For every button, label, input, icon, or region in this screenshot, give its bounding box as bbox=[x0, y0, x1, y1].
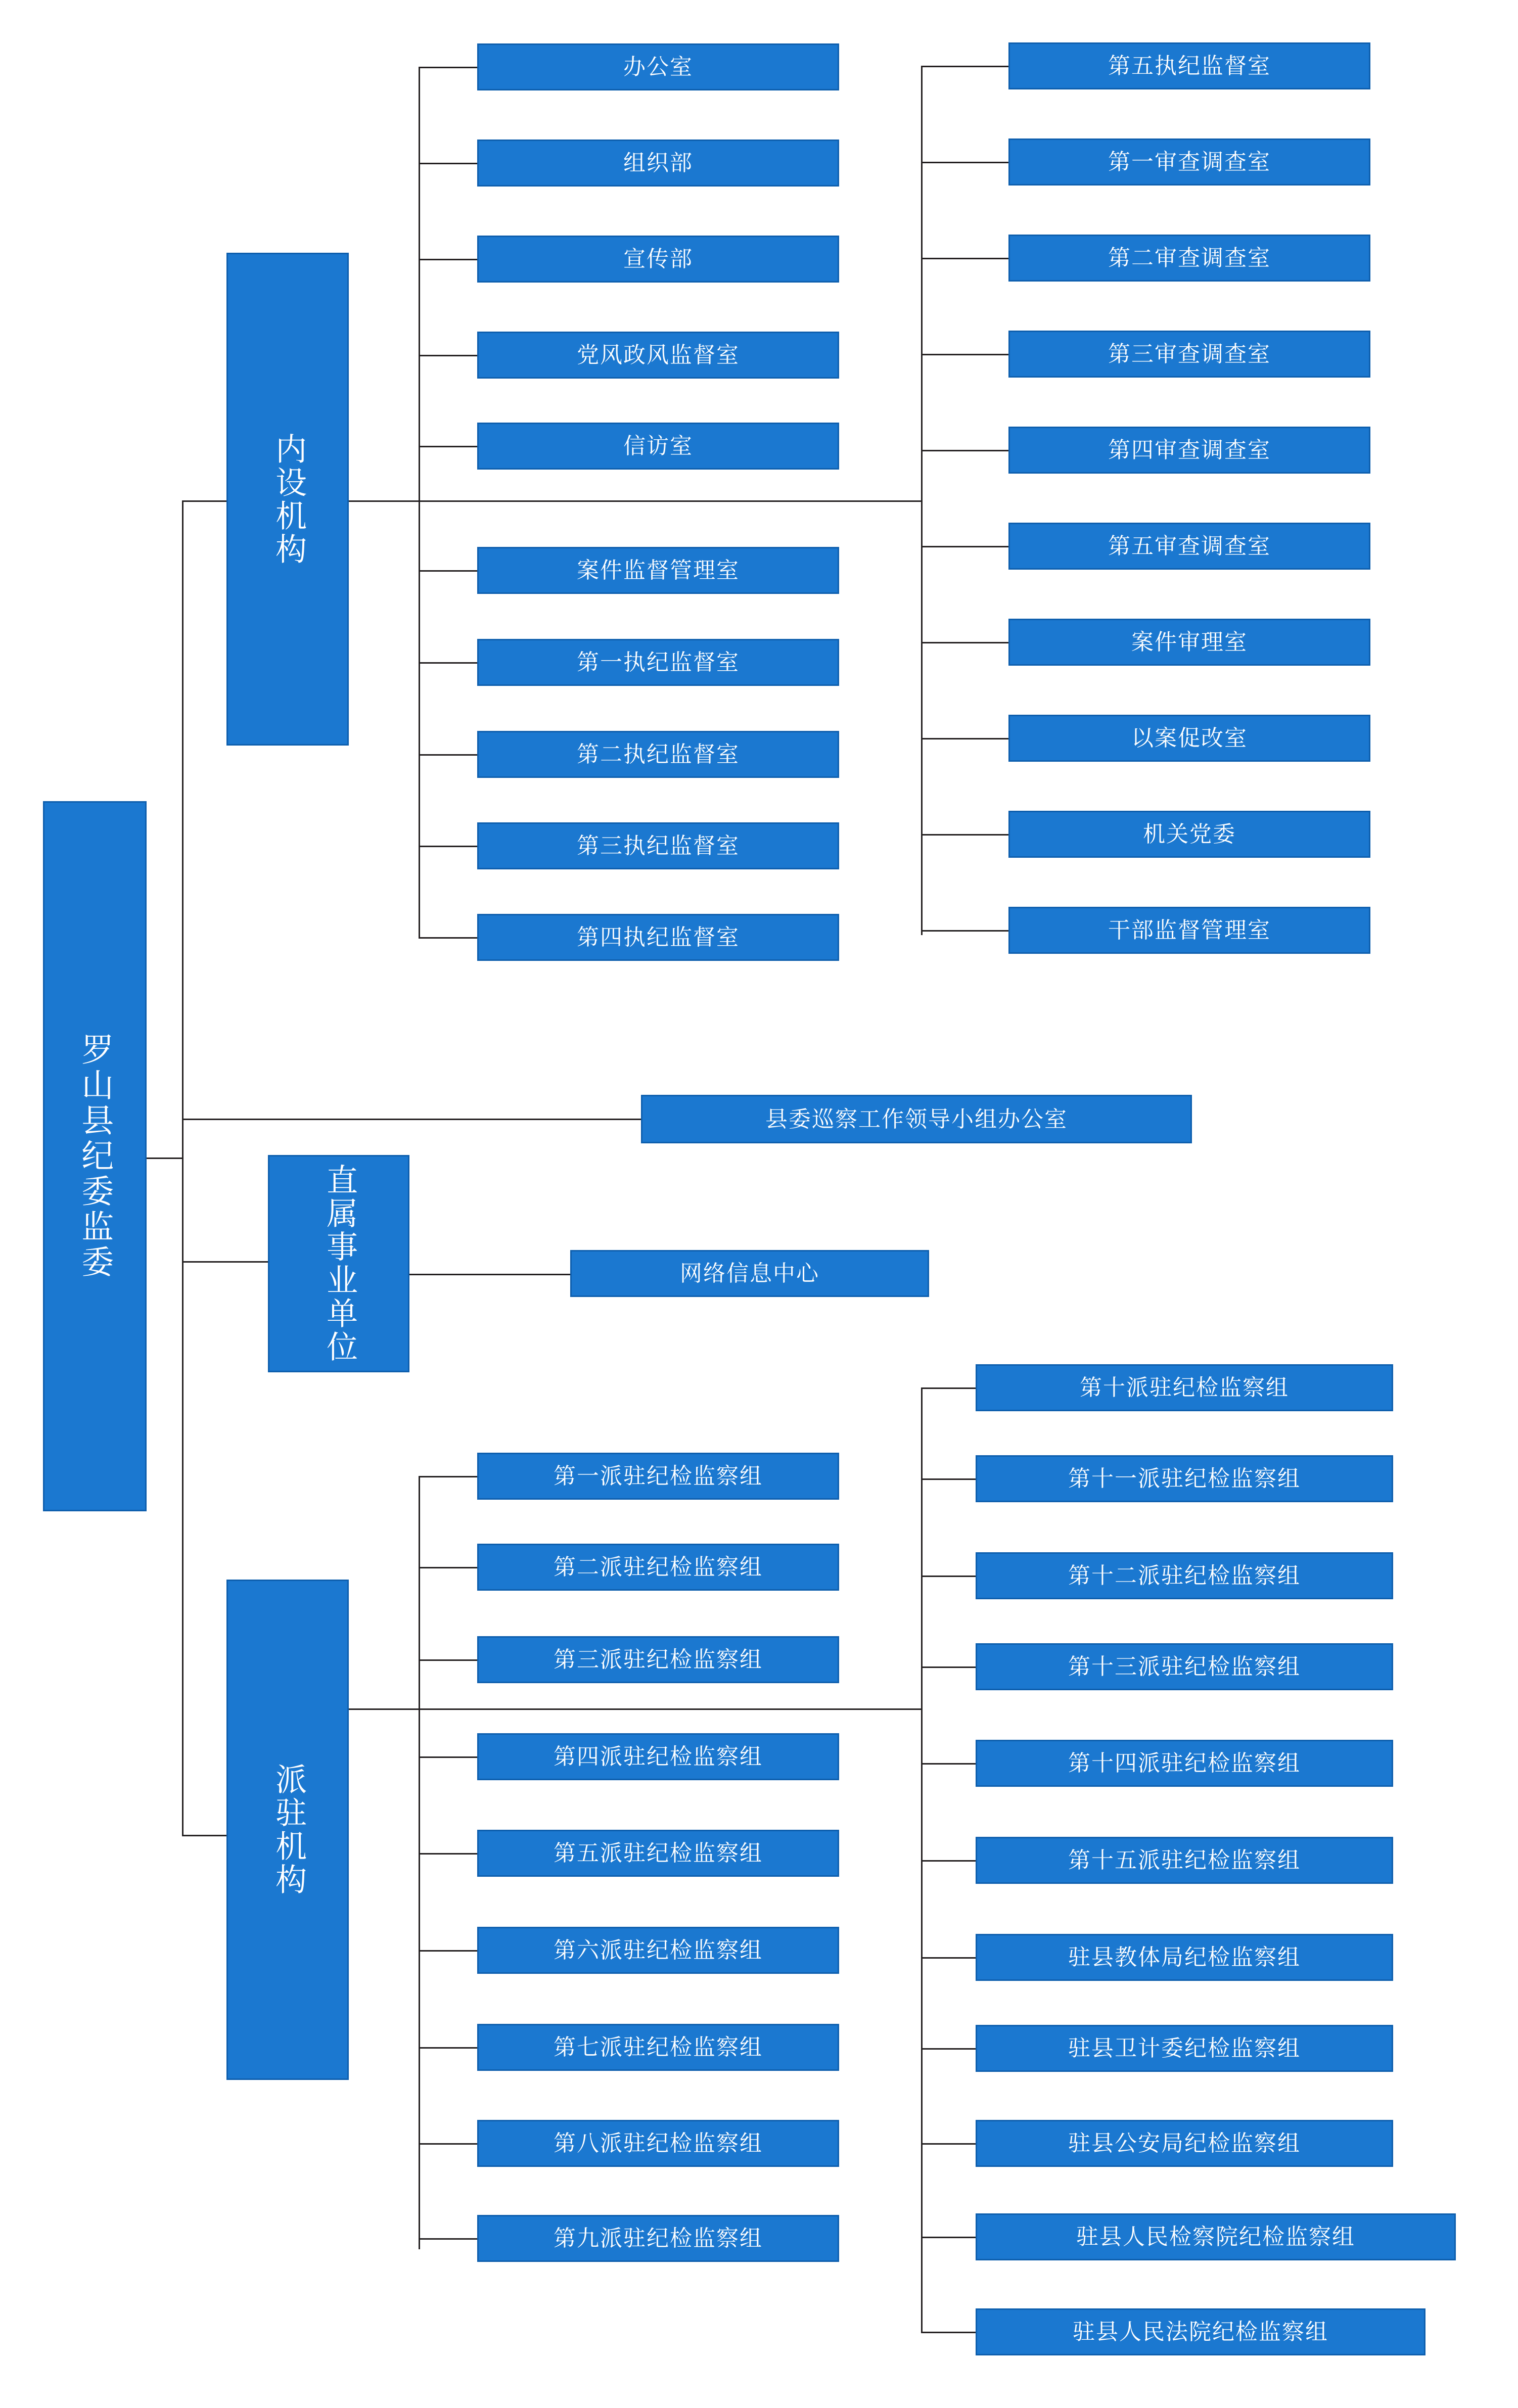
node-internal-right-4[interactable]: 第三审查调查室 bbox=[1008, 331, 1370, 378]
node-stationed-left-8[interactable]: 第八派驻纪检监察组 bbox=[477, 2120, 839, 2167]
node-internal-left-4[interactable]: 党风政风监督室 bbox=[477, 332, 839, 379]
node-internal-left-9[interactable]: 第三执纪监督室 bbox=[477, 822, 839, 869]
node-branch-stationed[interactable]: 派驻机构 bbox=[226, 1580, 349, 2080]
connector-stationed-left-stub bbox=[419, 1756, 478, 1758]
node-stationed-left-3[interactable]: 第三派驻纪检监察组 bbox=[477, 1636, 839, 1683]
node-stationed-left-5[interactable]: 第五派驻纪检监察组 bbox=[477, 1830, 839, 1877]
connector-stationed-left-stub bbox=[419, 1476, 478, 1477]
connector-root-direct bbox=[182, 1261, 268, 1263]
node-stationed-right-10[interactable]: 驻县人民检察院纪检监察组 bbox=[976, 2213, 1456, 2260]
connector-internal-left-stub bbox=[419, 355, 478, 356]
connector-internal-left-stub bbox=[419, 937, 478, 939]
node-stationed-left-2[interactable]: 第二派驻纪检监察组 bbox=[477, 1544, 839, 1591]
connector-internal-left-stub bbox=[419, 754, 478, 756]
node-internal-left-1[interactable]: 办公室 bbox=[477, 43, 839, 90]
connector-internal-left-stub bbox=[419, 163, 478, 164]
connector-root-standalone bbox=[182, 1119, 642, 1120]
node-internal-right-7[interactable]: 案件审理室 bbox=[1008, 619, 1370, 666]
connector-stationed-right-stub bbox=[921, 2143, 977, 2145]
connector-internal-left-spine bbox=[419, 67, 420, 937]
node-internal-right-6[interactable]: 第五审查调查室 bbox=[1008, 523, 1370, 570]
node-stationed-right-3[interactable]: 第十二派驻纪检监察组 bbox=[976, 1552, 1393, 1599]
connector-direct-to-unit bbox=[409, 1274, 571, 1275]
connector-stationed-right-stub bbox=[921, 1387, 977, 1389]
connector-stationed-left-stub bbox=[419, 2047, 478, 2049]
node-stationed-right-2[interactable]: 第十一派驻纪检监察组 bbox=[976, 1455, 1393, 1502]
node-stationed-right-6[interactable]: 第十五派驻纪检监察组 bbox=[976, 1837, 1393, 1884]
connector-stationed-right-stub bbox=[921, 1478, 977, 1480]
node-stationed-left-6[interactable]: 第六派驻纪检监察组 bbox=[477, 1927, 839, 1974]
node-internal-right-3[interactable]: 第二审查调查室 bbox=[1008, 235, 1370, 282]
node-internal-left-10[interactable]: 第四执纪监督室 bbox=[477, 914, 839, 961]
node-internal-left-2[interactable]: 组织部 bbox=[477, 140, 839, 187]
connector-internal-right-stub bbox=[921, 546, 1009, 547]
node-stationed-right-4[interactable]: 第十三派驻纪检监察组 bbox=[976, 1643, 1393, 1690]
connector-stationed-left-spine bbox=[419, 1476, 420, 2249]
connector-internal-right-stub bbox=[921, 162, 1009, 163]
node-stationed-right-5[interactable]: 第十四派驻纪检监察组 bbox=[976, 1740, 1393, 1787]
node-branch-internal[interactable]: 内设机构 bbox=[226, 253, 349, 746]
node-stationed-right-11[interactable]: 驻县人民法院纪检监察组 bbox=[976, 2308, 1425, 2355]
connector-internal-right-stub bbox=[921, 834, 1009, 836]
node-internal-right-5[interactable]: 第四审查调查室 bbox=[1008, 427, 1370, 474]
connector-root-internal bbox=[182, 500, 226, 502]
connector-root-spine bbox=[182, 500, 183, 1835]
node-stationed-right-1[interactable]: 第十派驻纪检监察组 bbox=[976, 1364, 1393, 1411]
node-stationed-right-8[interactable]: 驻县卫计委纪检监察组 bbox=[976, 2025, 1393, 2072]
connector-stationed-left-stub bbox=[419, 2143, 478, 2145]
node-internal-right-2[interactable]: 第一审查调查室 bbox=[1008, 138, 1370, 186]
connector-internal-left-stub bbox=[419, 259, 478, 260]
connector-stationed-right-stub bbox=[921, 2237, 977, 2238]
connector-stationed-right-stub bbox=[921, 2048, 977, 2050]
connector-internal-right-stub bbox=[921, 642, 1009, 643]
node-internal-left-3[interactable]: 宣传部 bbox=[477, 236, 839, 283]
connector-internal-left-stub bbox=[419, 570, 478, 572]
connector-internal-left-stub bbox=[419, 446, 478, 447]
node-stationed-left-4[interactable]: 第四派驻纪检监察组 bbox=[477, 1733, 839, 1780]
node-internal-left-6[interactable]: 案件监督管理室 bbox=[477, 547, 839, 594]
connector-stationed-to-rightspine bbox=[349, 1708, 923, 1710]
node-standalone-inspection-office[interactable]: 县委巡察工作领导小组办公室 bbox=[641, 1095, 1192, 1143]
node-internal-left-7[interactable]: 第一执纪监督室 bbox=[477, 639, 839, 686]
connector-internal-left-stub bbox=[419, 662, 478, 664]
node-stationed-right-7[interactable]: 驻县教体局纪检监察组 bbox=[976, 1934, 1393, 1981]
connector-stationed-left-stub bbox=[419, 2238, 478, 2240]
connector-internal-right-stub bbox=[921, 258, 1009, 259]
connector-stationed-right-stub bbox=[921, 1666, 977, 1668]
node-internal-left-8[interactable]: 第二执纪监督室 bbox=[477, 731, 839, 778]
connector-internal-right-stub bbox=[921, 450, 1009, 451]
node-stationed-left-9[interactable]: 第九派驻纪检监察组 bbox=[477, 2215, 839, 2262]
connector-stationed-right-stub bbox=[921, 1957, 977, 1959]
connector-stationed-left-stub bbox=[419, 1567, 478, 1568]
connector-internal-right-stub bbox=[921, 738, 1009, 739]
connector-stationed-left-stub bbox=[419, 1659, 478, 1661]
connector-stationed-right-stub bbox=[921, 2332, 977, 2333]
connector-internal-right-spine bbox=[921, 66, 923, 935]
connector-root-to-spine bbox=[147, 1157, 183, 1159]
node-stationed-right-9[interactable]: 驻县公安局纪检监察组 bbox=[976, 2120, 1393, 2167]
connector-internal-left-stub bbox=[419, 67, 478, 68]
connector-stationed-left-stub bbox=[419, 1853, 478, 1855]
connector-stationed-right-stub bbox=[921, 1860, 977, 1862]
connector-internal-right-stub bbox=[921, 66, 1009, 67]
node-direct-unit-1[interactable]: 网络信息中心 bbox=[570, 1250, 929, 1297]
node-stationed-left-7[interactable]: 第七派驻纪检监察组 bbox=[477, 2024, 839, 2071]
node-stationed-left-1[interactable]: 第一派驻纪检监察组 bbox=[477, 1453, 839, 1500]
connector-internal-left-stub bbox=[419, 846, 478, 847]
node-internal-right-9[interactable]: 机关党委 bbox=[1008, 811, 1370, 858]
node-root[interactable]: 罗山县纪委监委 bbox=[43, 801, 147, 1511]
connector-stationed-right-stub bbox=[921, 1576, 977, 1577]
connector-root-stationed bbox=[182, 1835, 226, 1836]
connector-stationed-right-stub bbox=[921, 1763, 977, 1765]
node-branch-direct[interactable]: 直属事业单位 bbox=[268, 1155, 409, 1372]
connector-internal-right-stub bbox=[921, 354, 1009, 355]
connector-internal-right-stub bbox=[921, 930, 1009, 932]
connector-stationed-left-stub bbox=[419, 1950, 478, 1952]
node-internal-right-8[interactable]: 以案促改室 bbox=[1008, 715, 1370, 762]
node-internal-right-10[interactable]: 干部监督管理室 bbox=[1008, 907, 1370, 954]
node-internal-left-5[interactable]: 信访室 bbox=[477, 423, 839, 470]
node-internal-right-1[interactable]: 第五执纪监督室 bbox=[1008, 42, 1370, 89]
connector-internal-to-rightspine bbox=[349, 500, 923, 502]
